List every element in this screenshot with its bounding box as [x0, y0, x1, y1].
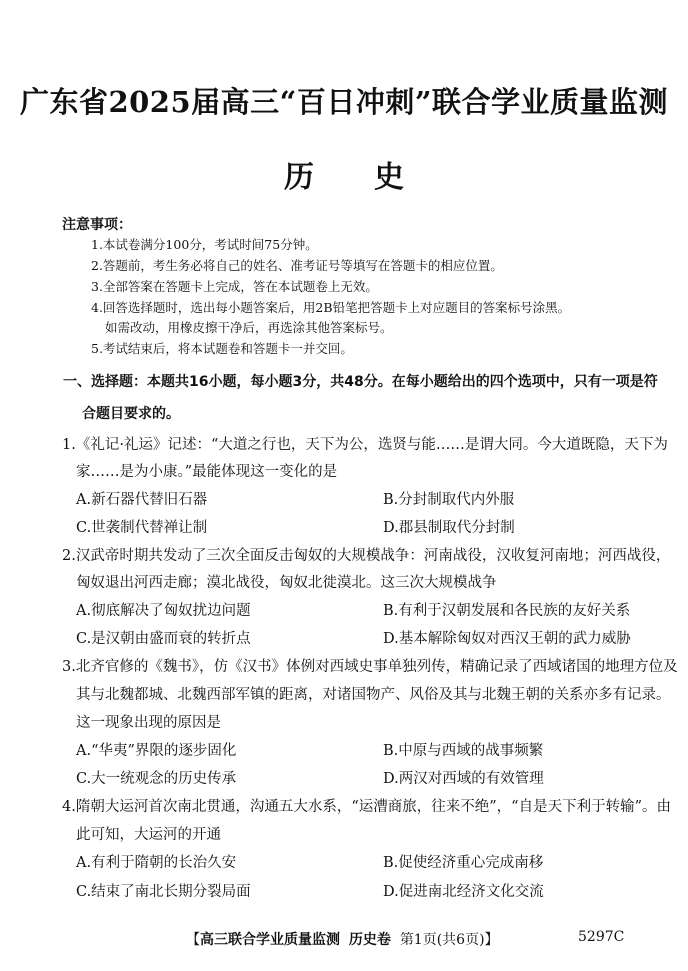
question-3-stem-cont: 这一现象出现的原因是	[76, 715, 221, 731]
notice-item: 如需改动，用橡皮擦干净后，再选涂其他答案标号。	[105, 320, 393, 335]
question-4-stem: 4.隋朝大运河首次南北贯通，沟通五大水系，“运漕商旅，往来不绝”，“自是天下利于转输”。由	[62, 799, 671, 815]
subject-title: 历史	[284, 160, 464, 195]
question-1-option-b: B.分封制取代内外服	[383, 492, 515, 508]
paper-code: 5297C	[578, 929, 625, 945]
question-4-stem-cont: 此可知，大运河的开通	[76, 827, 221, 843]
question-3-option-c: C.大一统观念的历史传承	[76, 771, 237, 787]
question-2-option-d: D.基本解除匈奴对西汉王朝的武力威胁	[383, 631, 631, 647]
notice-heading: 注意事项：	[62, 217, 132, 233]
page-footer	[186, 929, 499, 949]
section-heading-cont: 合题目要求的。	[82, 406, 180, 422]
question-4-option-c: C.结束了南北长期分裂局面	[76, 884, 251, 900]
question-4-option-d: D.促进南北经济文化交流	[383, 884, 544, 900]
question-3-option-a: A.“华夷”界限的逐步固化	[76, 743, 237, 759]
section-heading: 一、选择题：本题共16小题，每小题3分，共48分。在每小题给出的四个选项中，只有一项是符	[63, 374, 658, 390]
question-2-stem-cont: 匈奴退出河西走廊；漠北战役，匈奴北徙漠北。这三次大规模战争	[76, 575, 497, 591]
question-2-stem: 2.汉武帝时期共发动了三次全面反击匈奴的大规模战争：河南战役，汉收复河南地；河西战役，	[62, 548, 671, 564]
question-4-option-a: A.有利于隋朝的长治久安	[76, 855, 237, 871]
question-3-stem-cont: 其与北魏都城、北魏西部军镇的距离，对诸国物产、风俗及其与北魏王朝的关系亦多有记录。	[76, 687, 671, 703]
question-2-option-c: C.是汉朝由盛而衰的转折点	[76, 631, 251, 647]
question-1-option-c: C.世袭制代替禅让制	[76, 520, 208, 536]
question-2-option-a: A.彻底解决了匈奴扰边问题	[76, 603, 251, 619]
notice-item: 3.全部答案在答题卡上完成，答在本试题卷上无效。	[91, 279, 378, 294]
footer-bracket-open: 【	[186, 932, 200, 948]
notice-item: 1.本试卷满分100分，考试时间75分钟。	[91, 237, 318, 252]
notice-item: 2.答题前，考生务必将自己的姓名、准考证号等填写在答题卡的相应位置。	[91, 258, 503, 273]
question-2-option-b: B.有利于汉朝发展和各民族的友好关系	[383, 603, 631, 619]
question-1-option-a: A.新石器代替旧石器	[76, 492, 208, 508]
question-1-stem: 1.《礼记·礼运》记述：“大道之行也，天下为公，选贤与能……是谓大同。今大道既隐，天下为	[62, 437, 668, 453]
footer-bracket-close: 】	[484, 932, 499, 948]
notice-item: 5.考试结束后，将本试题卷和答题卡一并交回。	[91, 341, 353, 356]
question-1-option-d: D.郡县制取代分封制	[383, 520, 515, 536]
footer-page-number: 第1页(共6页)	[399, 932, 485, 948]
question-1-stem-cont: 家……是为小康。”最能体现这一变化的是	[76, 464, 338, 480]
question-3-stem: 3.北齐官修的《魏书》，仿《汉书》体例对西域史事单独列传，精确记录了西域诸国的地理方位及	[62, 659, 678, 675]
footer-subject: 历史卷	[348, 932, 391, 948]
question-4-option-b: B.促使经济重心完成南移	[383, 855, 544, 871]
exam-title: 广东省2025届高三“百日冲刺”联合学业质量监测	[19, 85, 669, 119]
question-3-option-b: B.中原与西域的战事频繁	[383, 743, 544, 759]
footer-exam-name: 高三联合学业质量监测	[200, 932, 340, 948]
notice-item: 4.回答选择题时，选出每小题答案后，用2B铅笔把答题卡上对应题目的答案标号涂黑。	[91, 300, 571, 315]
question-3-option-d: D.两汉对西域的有效管理	[383, 771, 544, 787]
